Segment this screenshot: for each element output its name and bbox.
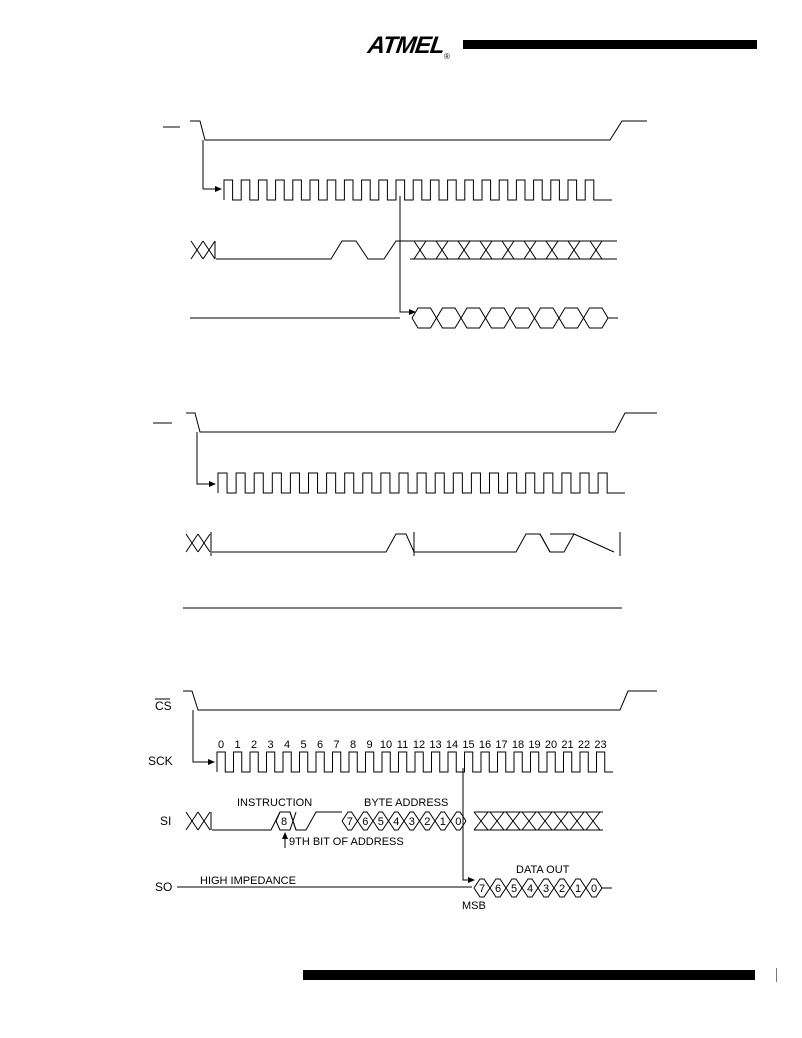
clock-number: 21: [561, 739, 574, 751]
clock-number: 1: [234, 739, 241, 751]
si-dont-care-after: [586, 812, 600, 830]
read-diagram-waveforms: [177, 691, 657, 897]
so-data-bits: [474, 879, 602, 888]
clock-number: 20: [544, 739, 558, 751]
so-data: [412, 308, 608, 318]
si-dont-care: [191, 241, 203, 259]
cs-waveform: [190, 121, 647, 140]
address-bit: 0: [455, 816, 462, 828]
si-dont-care-after: [590, 241, 602, 259]
si-dont-care-after: [414, 241, 426, 259]
arrowhead: [468, 877, 475, 883]
footer-rule: [303, 970, 755, 980]
data-bit: 6: [494, 883, 502, 895]
clock-number: 6: [316, 739, 324, 751]
si-waveform: [212, 812, 342, 830]
si-dont-care-after: [458, 241, 470, 259]
high-impedance-label: HIGH IMPEDANCE: [200, 875, 296, 887]
clock-number: 9: [366, 739, 373, 751]
clock-number: 23: [594, 739, 607, 751]
data-bit: 1: [574, 883, 582, 895]
si-rails: [410, 241, 617, 259]
address-bit: 6: [362, 816, 369, 828]
data-bit: 4: [526, 883, 534, 895]
arrowhead: [215, 186, 222, 192]
timing-diagram-2: [153, 413, 657, 608]
so-label: SO: [155, 880, 173, 894]
sck-waveform: [224, 180, 602, 200]
byte-address-label: BYTE ADDRESS: [364, 797, 449, 809]
si-address-bits: [342, 812, 466, 821]
si-waveform-end: [526, 534, 614, 552]
cs-label: CS: [155, 699, 172, 713]
ninth-bit-label: 9TH BIT OF ADDRESS: [289, 836, 404, 848]
clock-number: 3: [267, 739, 274, 751]
si-rails-after: [474, 812, 603, 830]
cs-waveform: [183, 691, 657, 710]
timing-diagram-1: [163, 121, 647, 328]
sck-to-so-arrow-line: [400, 196, 413, 312]
si-dont-care-after: [522, 812, 536, 830]
address-bit: 7: [346, 816, 353, 828]
si-dont-care-after: [506, 812, 520, 830]
clock-number: 10: [379, 739, 393, 751]
clock-number: 0: [217, 739, 225, 751]
data-bit: 3: [542, 883, 550, 895]
address-bit: 3: [408, 816, 415, 828]
sck-waveform: [218, 473, 616, 493]
logo-wordmark: ATMEL: [366, 32, 446, 59]
clock-number: 5: [300, 739, 307, 751]
so-data: [412, 318, 608, 328]
page-edge-mark: [776, 968, 777, 982]
clock-number: 4: [283, 739, 291, 751]
clock-number: 14: [445, 739, 459, 751]
instruction-label: INSTRUCTION: [237, 797, 313, 809]
read-timing-diagram: [148, 691, 657, 912]
address-bit: 4: [393, 816, 400, 828]
si-dont-care-after: [538, 812, 552, 830]
registered-mark: ®: [444, 52, 450, 61]
clock-number: 13: [429, 739, 442, 751]
si-dont-care-after: [570, 812, 584, 830]
si-dont-care: [186, 534, 198, 552]
clock-number: 15: [462, 739, 475, 751]
data-bit: 0: [590, 883, 598, 895]
arrowhead: [208, 759, 215, 765]
si-dont-care-after: [480, 241, 492, 259]
data-bit: 7: [478, 883, 486, 895]
si-address-bits: [342, 821, 466, 830]
address-bit: 1: [439, 816, 446, 828]
si-dont-care-after: [436, 241, 448, 259]
clock-number: 7: [333, 739, 340, 751]
arrowhead: [282, 832, 288, 839]
si-dont-care-after: [546, 241, 558, 259]
data-bit: 5: [510, 883, 518, 895]
si-dont-care-after: [568, 241, 580, 259]
so-data-bits: [474, 888, 602, 897]
si-label: SI: [160, 814, 172, 828]
si-dont-care-after: [490, 812, 504, 830]
clock-number: 8: [349, 739, 357, 751]
si-waveform: [212, 534, 550, 552]
si-dont-care: [186, 812, 198, 830]
clock-number: 17: [495, 739, 508, 751]
data-bit: 2: [558, 883, 566, 895]
si-dont-care-after: [502, 241, 514, 259]
si-dont-care-after: [474, 812, 488, 830]
data-out-label: DATA OUT: [516, 864, 570, 876]
si-dont-care: [198, 812, 210, 830]
msb-label: MSB: [462, 900, 486, 912]
clock-number: 18: [511, 739, 525, 751]
clock-number: 16: [478, 739, 492, 751]
sck-waveform: [217, 752, 613, 772]
clock-number: 19: [528, 739, 541, 751]
clock-number: 22: [577, 739, 591, 751]
cs-to-sck-arrow-line: [197, 432, 212, 484]
arrowhead: [209, 481, 216, 487]
si-dont-care: [203, 241, 215, 259]
arrowhead: [409, 309, 416, 315]
clock-number: 11: [396, 739, 409, 751]
clock-number: 2: [250, 739, 258, 751]
sck-label: SCK: [148, 754, 173, 768]
si-waveform: [216, 241, 410, 259]
address-bit: 5: [377, 816, 384, 828]
si-dont-care-after: [524, 241, 536, 259]
si-dont-care-after: [554, 812, 568, 830]
clock-number: 12: [412, 739, 426, 751]
si-dont-care: [198, 534, 210, 552]
cs-waveform: [186, 413, 657, 432]
instruction-bit-8: 8: [281, 816, 288, 828]
address-bit: 2: [424, 816, 431, 828]
cs-to-sck-arrow-line: [193, 710, 210, 762]
